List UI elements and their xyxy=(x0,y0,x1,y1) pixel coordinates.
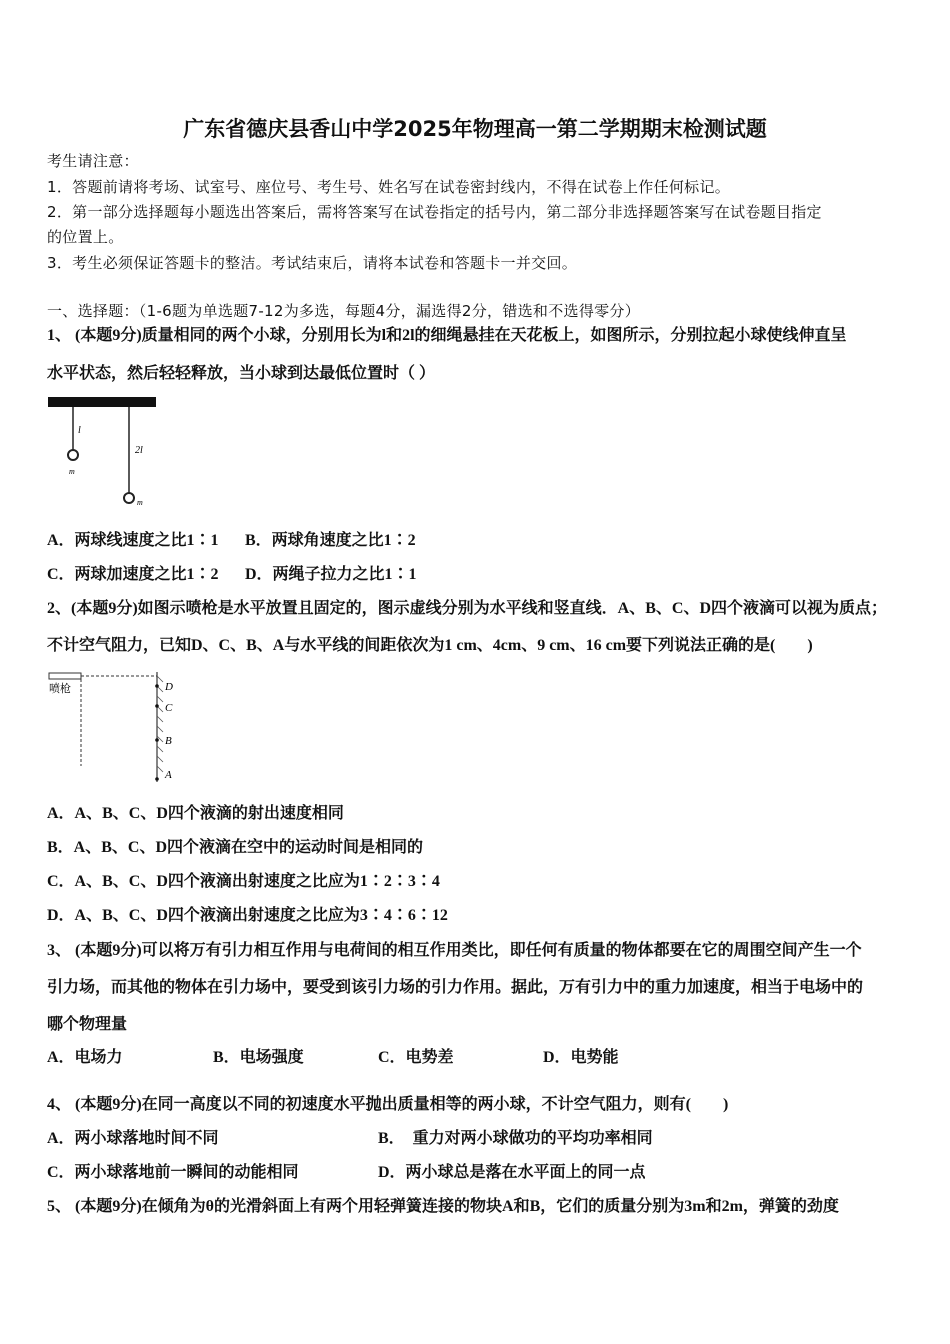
point-label-c: C xyxy=(165,702,173,714)
label-m: m xyxy=(69,467,75,476)
label-2l: 2l xyxy=(135,445,143,456)
point-label-d: D xyxy=(165,681,173,693)
q2-option-a: A．A、B、C、D四个液滴的射出速度相同 xyxy=(47,805,344,822)
q4-option-a: A．两小球落地时间不同 xyxy=(47,1130,219,1147)
spray-gun-label: 喷枪 xyxy=(49,683,71,695)
q1-option-c: C．两球加速度之比1∶2 xyxy=(47,566,219,583)
q3-option-a: A．电场力 xyxy=(47,1049,123,1066)
q1-text: 1、 (本题9分)质量相同的两个小球，分别用长为l和2l的细绳悬挂在天花板上，如图所示，分别拉起小球使线伸直呈 xyxy=(47,327,847,344)
q1-option-b: B．两球角速度之比1∶2 xyxy=(245,532,416,549)
q1-text: 水平状态，然后轻轻释放，当小球到达最低位置时（ ） xyxy=(47,365,436,382)
q4-option-b: B． 重力对两小球做功的平均功率相同 xyxy=(378,1130,653,1147)
notice-item: 2．第一部分选择题每小题选出答案后，需将答案写在试卷指定的括号内，第二部分非选择题答案写在试卷题目指定 xyxy=(47,203,822,221)
q2-option-c: C．A、B、C、D四个液滴出射速度之比应为1∶2∶3∶4 xyxy=(47,873,440,890)
q4-option-d: D．两小球总是落在水平面上的同一点 xyxy=(378,1164,646,1181)
spray-gun-figure xyxy=(45,670,195,790)
q2-text: 2、(本题9分)如图示喷枪是水平放置且固定的，图示虚线分别为水平线和竖直线．A、B、C、D四个液滴可以视为质点； xyxy=(47,600,887,617)
q1-option-d: D．两绳子拉力之比1∶1 xyxy=(245,566,417,583)
notice-item: 的位置上。 xyxy=(47,228,124,246)
q4-text: 4、 (本题9分)在同一高度以不同的初速度水平抛出质量相等的两小球，不计空气阻力，则有( ) xyxy=(47,1096,729,1113)
q2-option-d: D．A、B、C、D四个液滴出射速度之比应为3∶4∶6∶12 xyxy=(47,907,448,924)
label-l: l xyxy=(78,425,81,436)
label-m: m xyxy=(137,498,143,507)
q3-text: 哪个物理量 xyxy=(47,1016,128,1033)
point-label-b: B xyxy=(165,735,172,747)
q3-text: 3、 (本题9分)可以将万有引力相互作用与电荷间的相互作用类比，即任何有质量的物体都要在它的周围空间产生一个 xyxy=(47,942,862,959)
notice-item: 1．答题前请将考场、试室号、座位号、考生号、姓名写在试卷密封线内，不得在试卷上作任何标记。 xyxy=(47,178,731,196)
q3-option-b: B．电场强度 xyxy=(213,1049,304,1066)
q3-text: 引力场，而其他的物体在引力场中，要受到该引力场的引力作用。据此，万有引力中的重力加速度，相当于电场中的 xyxy=(47,979,864,996)
q3-option-d: D．电势能 xyxy=(543,1049,619,1066)
pendulum-figure xyxy=(45,393,165,508)
q2-option-b: B．A、B、C、D四个液滴在空中的运动时间是相同的 xyxy=(47,839,424,856)
q1-option-a: A．两球线速度之比1∶1 xyxy=(47,532,219,549)
q4-option-c: C．两小球落地前一瞬间的动能相同 xyxy=(47,1164,299,1181)
point-label-a: A xyxy=(165,769,172,781)
section-heading: 一、选择题：（1-6题为单选题7-12为多选，每题4分，漏选得2分，错选和不选得零分） xyxy=(47,302,641,320)
q2-text: 不计空气阻力，已知D、C、B、A与水平线的间距依次为1 cm、4cm、9 cm、16 cm要下列说法正确的是( ) xyxy=(47,637,813,654)
notice-heading: 考生请注意： xyxy=(47,152,139,170)
notice-item: 3．考生必须保证答题卡的整洁。考试结束后，请将本试卷和答题卡一并交回。 xyxy=(47,254,578,272)
q3-option-c: C．电势差 xyxy=(378,1049,454,1066)
q5-text: 5、 (本题9分)在倾角为θ的光滑斜面上有两个用轻弹簧连接的物块A和B，它们的质量分别为3m和2m，弹簧的劲度 xyxy=(47,1198,839,1215)
page-title: 广东省德庆县香山中学2025年物理高一第二学期期末检测试题 xyxy=(183,117,767,141)
